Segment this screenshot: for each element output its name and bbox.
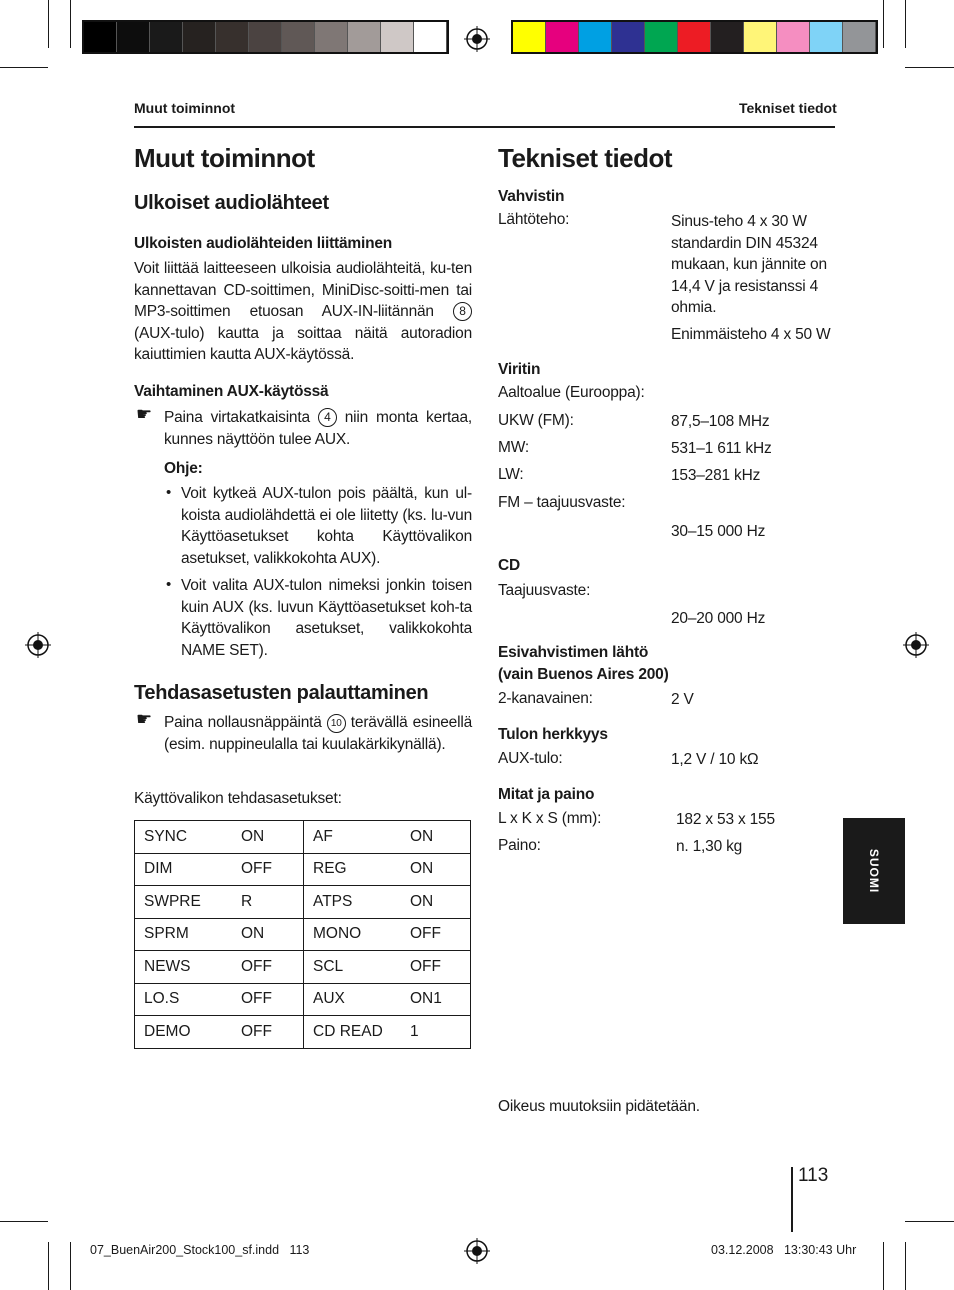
spec-label: AUX-tulo: (498, 750, 563, 767)
spec-label: Taajuusvaste: (498, 582, 591, 599)
table-cell: CD READ (304, 1016, 402, 1049)
spec-heading: Tulon herkkyys (498, 726, 608, 743)
table-cell: ON (401, 886, 471, 919)
crop-mark (905, 67, 954, 68)
spec-value: 30–15 000 Hz (671, 523, 766, 540)
color-swatch (843, 22, 876, 52)
crop-mark (0, 1221, 48, 1222)
spec-value: 2 V (671, 691, 694, 708)
color-swatch (282, 22, 315, 52)
subheading: Ulkoisten audiolähteiden liittäminen (134, 235, 393, 252)
color-swatch (645, 22, 678, 52)
table-caption: Käyttövalikon tehdasasetukset: (134, 790, 342, 807)
table-cell: OFF (232, 951, 304, 984)
paragraph-text: (AUX-tulo) kautta ja soittaa näitä autoradion kaiuttimien kautta AUX-käytössä. (134, 324, 472, 363)
color-swatch (414, 22, 447, 52)
bullet: • (166, 576, 172, 593)
button-number-badge: 8 (453, 302, 472, 321)
bullet: • (166, 484, 172, 501)
crop-mark (883, 0, 884, 48)
footer-timestamp: 03.12.2008 13:30:43 Uhr (711, 1243, 857, 1257)
paragraph (134, 258, 472, 366)
page-number: 113 (798, 1165, 829, 1186)
disclaimer: Oikeus muutoksiin pidätetään. (498, 1098, 700, 1115)
grayscale-color-bar (82, 20, 449, 54)
spec-value: n. 1,30 kg (676, 838, 743, 855)
table-cell: OFF (401, 918, 471, 951)
spec-label: 2-kanavainen: (498, 690, 593, 707)
spec-heading: (vain Buenos Aires 200) (498, 666, 669, 683)
table-cell: ATPS (304, 886, 402, 919)
crop-mark (48, 1242, 49, 1290)
spec-value: 531–1 611 kHz (671, 440, 772, 457)
spec-label: LW: (498, 466, 524, 483)
spec-heading: CD (498, 557, 520, 574)
note-bullet: Voit kytkeä AUX-tulon pois päältä, kun ul-koista audiolähdettä ei ole liitetty (ks. lu-vun Käyttöasetukset kohta Käyttövalikon asetukset, valikkokohta AUX). (181, 485, 472, 567)
button-number-badge: 10 (327, 714, 346, 733)
table-cell: DIM (135, 853, 233, 886)
spec-value: 20–20 000 Hz (671, 610, 766, 627)
color-swatch (249, 22, 282, 52)
color-swatch (744, 22, 777, 52)
table-cell: SYNC (135, 821, 233, 854)
color-swatch (678, 22, 711, 52)
crop-mark (0, 67, 48, 68)
instruction-text: terävällä esineellä (esim. nuppineulalla tai kuulakärkikynällä). (164, 714, 473, 753)
spec-heading: Viritin (498, 361, 541, 378)
table-row (135, 886, 471, 919)
instruction (164, 712, 472, 755)
table-cell: R (232, 886, 304, 919)
spec-heading: Esivahvistimen lähtö (498, 644, 649, 661)
crop-mark (905, 1221, 954, 1222)
language-tab-label: SUOMI (867, 848, 881, 894)
table-cell: OFF (401, 951, 471, 984)
table-cell: REG (304, 853, 402, 886)
color-swatch (381, 22, 414, 52)
table-cell: OFF (232, 853, 304, 886)
color-swatch (513, 22, 546, 52)
table-row (135, 853, 471, 886)
color-swatch (612, 22, 645, 52)
instruction-text: Paina virtakatkaisinta (164, 409, 310, 426)
table-cell: OFF (232, 1016, 304, 1049)
instruction (164, 407, 472, 450)
color-swatch (117, 22, 150, 52)
instruction-text: niin monta kertaa, kunnes näyttöön tulee AUX. (164, 409, 473, 448)
crop-mark (48, 0, 49, 48)
color-swatch (711, 22, 744, 52)
color-swatch (183, 22, 216, 52)
table-cell: NEWS (135, 951, 233, 984)
spec-value: Sinus-teho 4 x 30 W standardin DIN 45324 mukaan, kun jännite on 14,4 V ja resistanssi 4 ohmia. (671, 213, 827, 316)
color-swatch (84, 22, 117, 52)
spec-heading: Mitat ja paino (498, 786, 595, 803)
page-title: Tekniset tiedot (498, 143, 673, 173)
table-cell: ON (401, 821, 471, 854)
spec-value: 153–281 kHz (671, 467, 761, 484)
color-swatch (315, 22, 348, 52)
color-swatch (810, 22, 843, 52)
running-header-right: Tekniset tiedot (739, 100, 837, 116)
color-swatch (150, 22, 183, 52)
spec-label: Lähtöteho: (498, 211, 570, 228)
pointing-hand-icon: ☛ (136, 709, 153, 729)
table-cell: AF (304, 821, 402, 854)
table-cell: DEMO (135, 1016, 233, 1049)
registration-mark-icon (464, 26, 490, 52)
table-cell: LO.S (135, 983, 233, 1016)
crop-mark (905, 0, 906, 48)
section-heading: Ulkoiset audiolähteet (134, 192, 329, 214)
color-swatch (579, 22, 612, 52)
spec-value: Enimmäisteho 4 x 50 W (671, 326, 831, 343)
table-row (135, 983, 471, 1016)
spec-value: 1,2 V / 10 kΩ (671, 751, 759, 768)
table-cell: ON1 (401, 983, 471, 1016)
table-cell: SWPRE (135, 886, 233, 919)
crop-mark (70, 1242, 71, 1290)
table-row (135, 1016, 471, 1049)
spec-value: 87,5–108 MHz (671, 413, 770, 430)
table-cell: 1 (401, 1016, 471, 1049)
table-cell: SCL (304, 951, 402, 984)
spec-value: 182 x 53 x 155 (676, 811, 775, 828)
page-title: Muut toiminnot (134, 143, 315, 173)
paragraph-text: Voit liittää laitteeseen ulkoisia audiolähteitä, ku-ten kannettavan CD-soittimen, MiniDisc-soitti-men tai MP3-soittimen etuosan AUX-IN-liitännän (134, 260, 472, 320)
spec-label: L x K x S (mm): (498, 810, 602, 827)
spec-heading: Vahvistin (498, 188, 565, 205)
button-number-badge: 4 (318, 408, 337, 427)
color-swatch (216, 22, 249, 52)
registration-mark-icon (903, 632, 929, 658)
section-heading: Tehdasasetusten palauttaminen (134, 682, 429, 704)
color-swatch (777, 22, 810, 52)
table-cell: AUX (304, 983, 402, 1016)
header-rule (134, 126, 835, 128)
running-header-left: Muut toiminnot (134, 100, 236, 116)
factory-settings-table (134, 820, 471, 1049)
page-number-rule (791, 1167, 793, 1232)
pointing-hand-icon: ☛ (136, 404, 153, 424)
spec-label: Aaltoalue (Eurooppa): (498, 384, 645, 401)
crop-mark (70, 0, 71, 48)
crop-mark (883, 1242, 884, 1290)
note-heading: Ohje: (164, 460, 203, 477)
table-cell: ON (232, 821, 304, 854)
footer-file-info: 07_BuenAir200_Stock100_sf.indd 113 (90, 1243, 310, 1257)
table-cell: ON (401, 853, 471, 886)
table-cell: OFF (232, 983, 304, 1016)
table-row (135, 821, 471, 854)
spec-label: MW: (498, 439, 529, 456)
spec-label: FM – taajuusvaste: (498, 494, 626, 511)
registration-mark-icon (25, 632, 51, 658)
color-swatch (348, 22, 381, 52)
registration-mark-icon (464, 1238, 490, 1264)
crop-mark (905, 1242, 906, 1290)
language-tab (843, 818, 905, 924)
table-cell: MONO (304, 918, 402, 951)
table-row (135, 918, 471, 951)
process-color-bar (511, 20, 878, 54)
color-swatch (546, 22, 579, 52)
table-cell: SPRM (135, 918, 233, 951)
table-cell: ON (232, 918, 304, 951)
note-bullet: Voit valita AUX-tulon nimeksi jonkin toisen kuin AUX (ks. luvun Käyttöasetukset koh-ta Käyttövalikon asetukset, valikkokohta NAME SET). (181, 577, 472, 659)
instruction-text: Paina nollausnäppäintä (164, 714, 322, 731)
subheading: Vaihtaminen AUX-käytössä (134, 383, 329, 400)
spec-label: Paino: (498, 837, 541, 854)
spec-label: UKW (FM): (498, 412, 574, 429)
table-row (135, 951, 471, 984)
